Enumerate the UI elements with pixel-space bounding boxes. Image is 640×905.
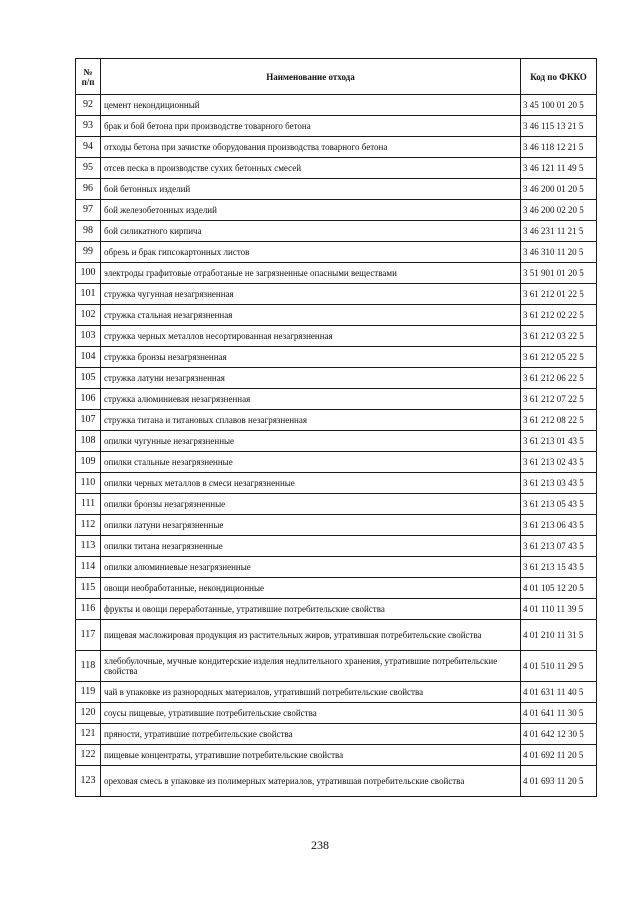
row-number: 97 bbox=[76, 200, 101, 221]
waste-name: отсев песка в производстве сухих бетонных смесей bbox=[101, 158, 521, 179]
fkko-code: 3 61 212 03 22 5 bbox=[521, 326, 597, 347]
waste-name: соусы пищевые, утратившие потребительские свойства bbox=[101, 703, 521, 724]
waste-name: стружка титана и титановых сплавов незагрязненная bbox=[101, 410, 521, 431]
row-number: 96 bbox=[76, 179, 101, 200]
row-number: 117 bbox=[76, 620, 101, 651]
row-number: 116 bbox=[76, 599, 101, 620]
waste-name: опилки титана незагрязненные bbox=[101, 536, 521, 557]
row-number: 109 bbox=[76, 452, 101, 473]
waste-name: цемент некондиционный bbox=[101, 95, 521, 116]
waste-name: стружка стальная незагрязненная bbox=[101, 305, 521, 326]
row-number: 104 bbox=[76, 347, 101, 368]
waste-name: чай в упаковке из разнородных материалов, утративший потребительские свойства bbox=[101, 682, 521, 703]
waste-name: бой бетонных изделий bbox=[101, 179, 521, 200]
table-row bbox=[76, 305, 597, 326]
table-row bbox=[76, 242, 597, 263]
table-row bbox=[76, 431, 597, 452]
table-row bbox=[76, 724, 597, 745]
waste-name: электроды графитовые отработаные не загрязненные опасными веществами bbox=[101, 263, 521, 284]
header-code: Код по ФККО bbox=[521, 59, 597, 95]
waste-name: стружка алюминиевая незагрязненная bbox=[101, 389, 521, 410]
fkko-code: 4 01 692 11 20 5 bbox=[521, 745, 597, 766]
fkko-code: 3 61 213 06 43 5 bbox=[521, 515, 597, 536]
table-row bbox=[76, 651, 597, 682]
table-row bbox=[76, 515, 597, 536]
table-row bbox=[76, 284, 597, 305]
waste-name: опилки черных металлов в смеси незагрязненные bbox=[101, 473, 521, 494]
table-row bbox=[76, 137, 597, 158]
row-number: 95 bbox=[76, 158, 101, 179]
waste-name: стружка чугунная незагрязненная bbox=[101, 284, 521, 305]
table-row bbox=[76, 536, 597, 557]
header-num: № п/п bbox=[76, 59, 101, 95]
row-number: 120 bbox=[76, 703, 101, 724]
fkko-code: 4 01 642 12 30 5 bbox=[521, 724, 597, 745]
row-number: 123 bbox=[76, 766, 101, 797]
table-row bbox=[76, 494, 597, 515]
fkko-code: 3 46 200 02 20 5 bbox=[521, 200, 597, 221]
waste-name: хлебобулочные, мучные кондитерские изделия недлительного хранения, утратившие потребительские свойства bbox=[101, 651, 521, 682]
row-number: 98 bbox=[76, 221, 101, 242]
fkko-code: 3 46 200 01 20 5 bbox=[521, 179, 597, 200]
waste-name: пряности, утратившие потребительские свойства bbox=[101, 724, 521, 745]
waste-name: опилки чугунные незагрязненные bbox=[101, 431, 521, 452]
row-number: 101 bbox=[76, 284, 101, 305]
waste-name: пищевые концентраты, утратившие потребительские свойства bbox=[101, 745, 521, 766]
waste-name: брак и бой бетона при производстве товарного бетона bbox=[101, 116, 521, 137]
row-number: 108 bbox=[76, 431, 101, 452]
waste-name: овощи необработанные, некондиционные bbox=[101, 578, 521, 599]
fkko-code: 3 46 310 11 20 5 bbox=[521, 242, 597, 263]
fkko-code: 4 01 641 11 30 5 bbox=[521, 703, 597, 724]
table-header-row bbox=[76, 59, 597, 95]
waste-name: пищевая масложировая продукция из растительных жиров, утратившая потребительские свойства bbox=[101, 620, 521, 651]
fkko-code: 4 01 210 11 31 5 bbox=[521, 620, 597, 651]
row-number: 118 bbox=[76, 651, 101, 682]
row-number: 114 bbox=[76, 557, 101, 578]
table-row bbox=[76, 703, 597, 724]
fkko-code: 3 46 121 11 49 5 bbox=[521, 158, 597, 179]
table-row bbox=[76, 116, 597, 137]
table-row bbox=[76, 620, 597, 651]
fkko-code: 4 01 105 12 20 5 bbox=[521, 578, 597, 599]
fkko-code: 4 01 110 11 39 5 bbox=[521, 599, 597, 620]
row-number: 94 bbox=[76, 137, 101, 158]
table-row bbox=[76, 200, 597, 221]
waste-name: стружка черных металлов несортированная незагрязненная bbox=[101, 326, 521, 347]
table-row bbox=[76, 368, 597, 389]
table-row bbox=[76, 599, 597, 620]
fkko-code: 3 61 212 02 22 5 bbox=[521, 305, 597, 326]
fkko-code: 3 61 213 02 43 5 bbox=[521, 452, 597, 473]
table-row bbox=[76, 410, 597, 431]
fkko-code: 3 45 100 01 20 5 bbox=[521, 95, 597, 116]
waste-name: отходы бетона при зачистке оборудования производства товарного бетона bbox=[101, 137, 521, 158]
table-row bbox=[76, 389, 597, 410]
fkko-code: 3 46 118 12 21 5 bbox=[521, 137, 597, 158]
row-number: 121 bbox=[76, 724, 101, 745]
row-number: 102 bbox=[76, 305, 101, 326]
waste-name: опилки латуни незагрязненные bbox=[101, 515, 521, 536]
fkko-code: 4 01 510 11 29 5 bbox=[521, 651, 597, 682]
table-row bbox=[76, 179, 597, 200]
row-number: 93 bbox=[76, 116, 101, 137]
table-row bbox=[76, 158, 597, 179]
fkko-code: 3 46 231 11 21 5 bbox=[521, 221, 597, 242]
row-number: 92 bbox=[76, 95, 101, 116]
row-number: 119 bbox=[76, 682, 101, 703]
row-number: 103 bbox=[76, 326, 101, 347]
table-row bbox=[76, 263, 597, 284]
row-number: 105 bbox=[76, 368, 101, 389]
fkko-code: 3 61 213 05 43 5 bbox=[521, 494, 597, 515]
fkko-code: 3 61 212 05 22 5 bbox=[521, 347, 597, 368]
table-row bbox=[76, 95, 597, 116]
row-number: 122 bbox=[76, 745, 101, 766]
header-name: Наименование отхода bbox=[101, 59, 521, 95]
table-row bbox=[76, 221, 597, 242]
waste-name: опилки бронзы незагрязненные bbox=[101, 494, 521, 515]
row-number: 99 bbox=[76, 242, 101, 263]
waste-name: бой силикатного кирпича bbox=[101, 221, 521, 242]
waste-name: бой железобетонных изделий bbox=[101, 200, 521, 221]
fkko-code: 4 01 693 11 20 5 bbox=[521, 766, 597, 797]
row-number: 106 bbox=[76, 389, 101, 410]
waste-name: стружка бронзы незагрязненная bbox=[101, 347, 521, 368]
waste-name: обрезь и брак гипсокартонных листов bbox=[101, 242, 521, 263]
waste-name: стружка латуни незагрязненная bbox=[101, 368, 521, 389]
fkko-code: 3 61 212 08 22 5 bbox=[521, 410, 597, 431]
waste-name: фрукты и овощи переработанные, утратившие потребительские свойства bbox=[101, 599, 521, 620]
table-row bbox=[76, 326, 597, 347]
fkko-code: 3 46 115 13 21 5 bbox=[521, 116, 597, 137]
waste-name: опилки алюминиевые незагрязненные bbox=[101, 557, 521, 578]
fkko-code: 4 01 631 11 40 5 bbox=[521, 682, 597, 703]
row-number: 107 bbox=[76, 410, 101, 431]
waste-name: опилки стальные незагрязненные bbox=[101, 452, 521, 473]
row-number: 113 bbox=[76, 536, 101, 557]
waste-table bbox=[75, 58, 597, 797]
table-row bbox=[76, 766, 597, 797]
table-row bbox=[76, 745, 597, 766]
table-row bbox=[76, 473, 597, 494]
table-row bbox=[76, 578, 597, 599]
table-row bbox=[76, 557, 597, 578]
fkko-code: 3 51 901 01 20 5 bbox=[521, 263, 597, 284]
fkko-code: 3 61 213 07 43 5 bbox=[521, 536, 597, 557]
table-body bbox=[76, 95, 597, 797]
fkko-code: 3 61 212 01 22 5 bbox=[521, 284, 597, 305]
row-number: 115 bbox=[76, 578, 101, 599]
row-number: 100 bbox=[76, 263, 101, 284]
page-number: 238 bbox=[311, 838, 329, 852]
fkko-code: 3 61 213 01 43 5 bbox=[521, 431, 597, 452]
table-row bbox=[76, 347, 597, 368]
row-number: 111 bbox=[76, 494, 101, 515]
fkko-code: 3 61 213 15 43 5 bbox=[521, 557, 597, 578]
fkko-code: 3 61 212 07 22 5 bbox=[521, 389, 597, 410]
fkko-code: 3 61 212 06 22 5 bbox=[521, 368, 597, 389]
fkko-code: 3 61 213 03 43 5 bbox=[521, 473, 597, 494]
table-row bbox=[76, 682, 597, 703]
table-row bbox=[76, 452, 597, 473]
waste-name: ореховая смесь в упаковке из полимерных материалов, утратившая потребительские свойства bbox=[101, 766, 521, 797]
row-number: 112 bbox=[76, 515, 101, 536]
row-number: 110 bbox=[76, 473, 101, 494]
